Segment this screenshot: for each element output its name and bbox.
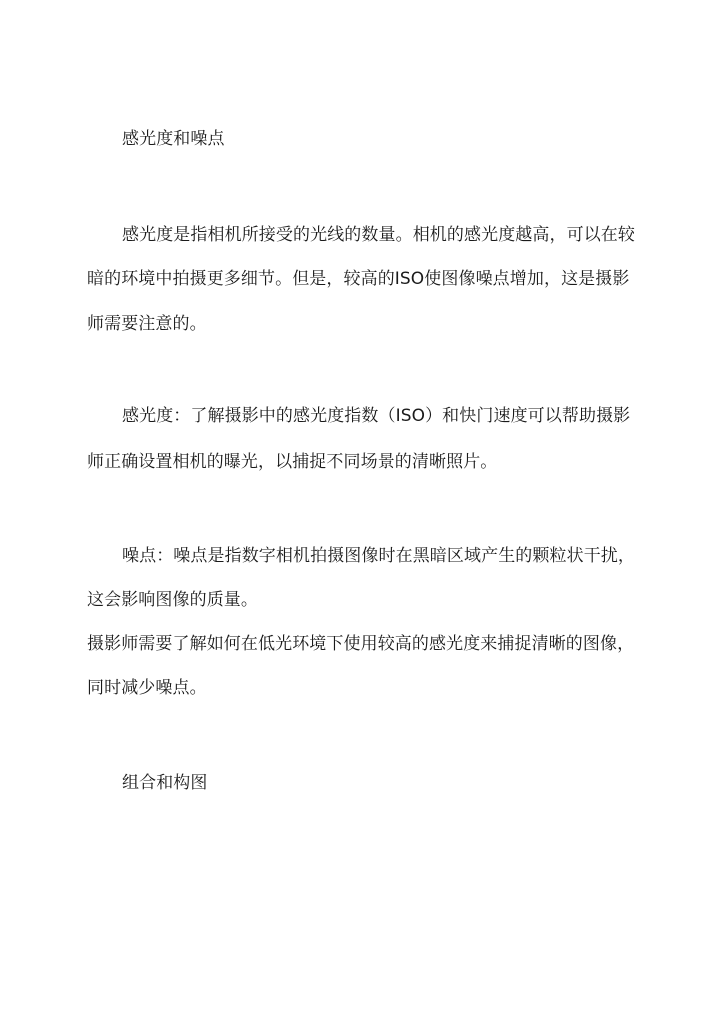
- paragraph-2-line-1: 感光度：了解摄影中的感光度指数（ISO）和快门速度可以帮助摄影: [122, 406, 631, 426]
- section-heading-composition: 组合和构图: [122, 773, 208, 793]
- paragraph-1-line-2: 暗的环境中拍摄更多细节。但是，较高的ISO使图像噪点增加，这是摄影: [87, 269, 630, 289]
- paragraph-2-line-2: 师正确设置相机的曝光，以捕捉不同场景的清晰照片。: [87, 452, 498, 472]
- paragraph-3-line-4: 同时减少噪点。: [87, 678, 207, 698]
- paragraph-3-line-1: 噪点：噪点是指数字相机拍摄图像时在黑暗区域产生的颗粒状干扰，: [122, 546, 635, 566]
- paragraph-1-line-1: 感光度是指相机所接受的光线的数量。相机的感光度越高，可以在较: [122, 225, 635, 245]
- paragraph-3-line-3: 摄影师需要了解如何在低光环境下使用较高的感光度来捕捉清晰的图像，: [87, 634, 635, 654]
- paragraph-3-line-2: 这会影响图像的质量。: [87, 590, 258, 610]
- paragraph-1-line-3: 师需要注意的。: [87, 314, 207, 334]
- section-heading-sensitivity-noise: 感光度和噪点: [122, 129, 225, 149]
